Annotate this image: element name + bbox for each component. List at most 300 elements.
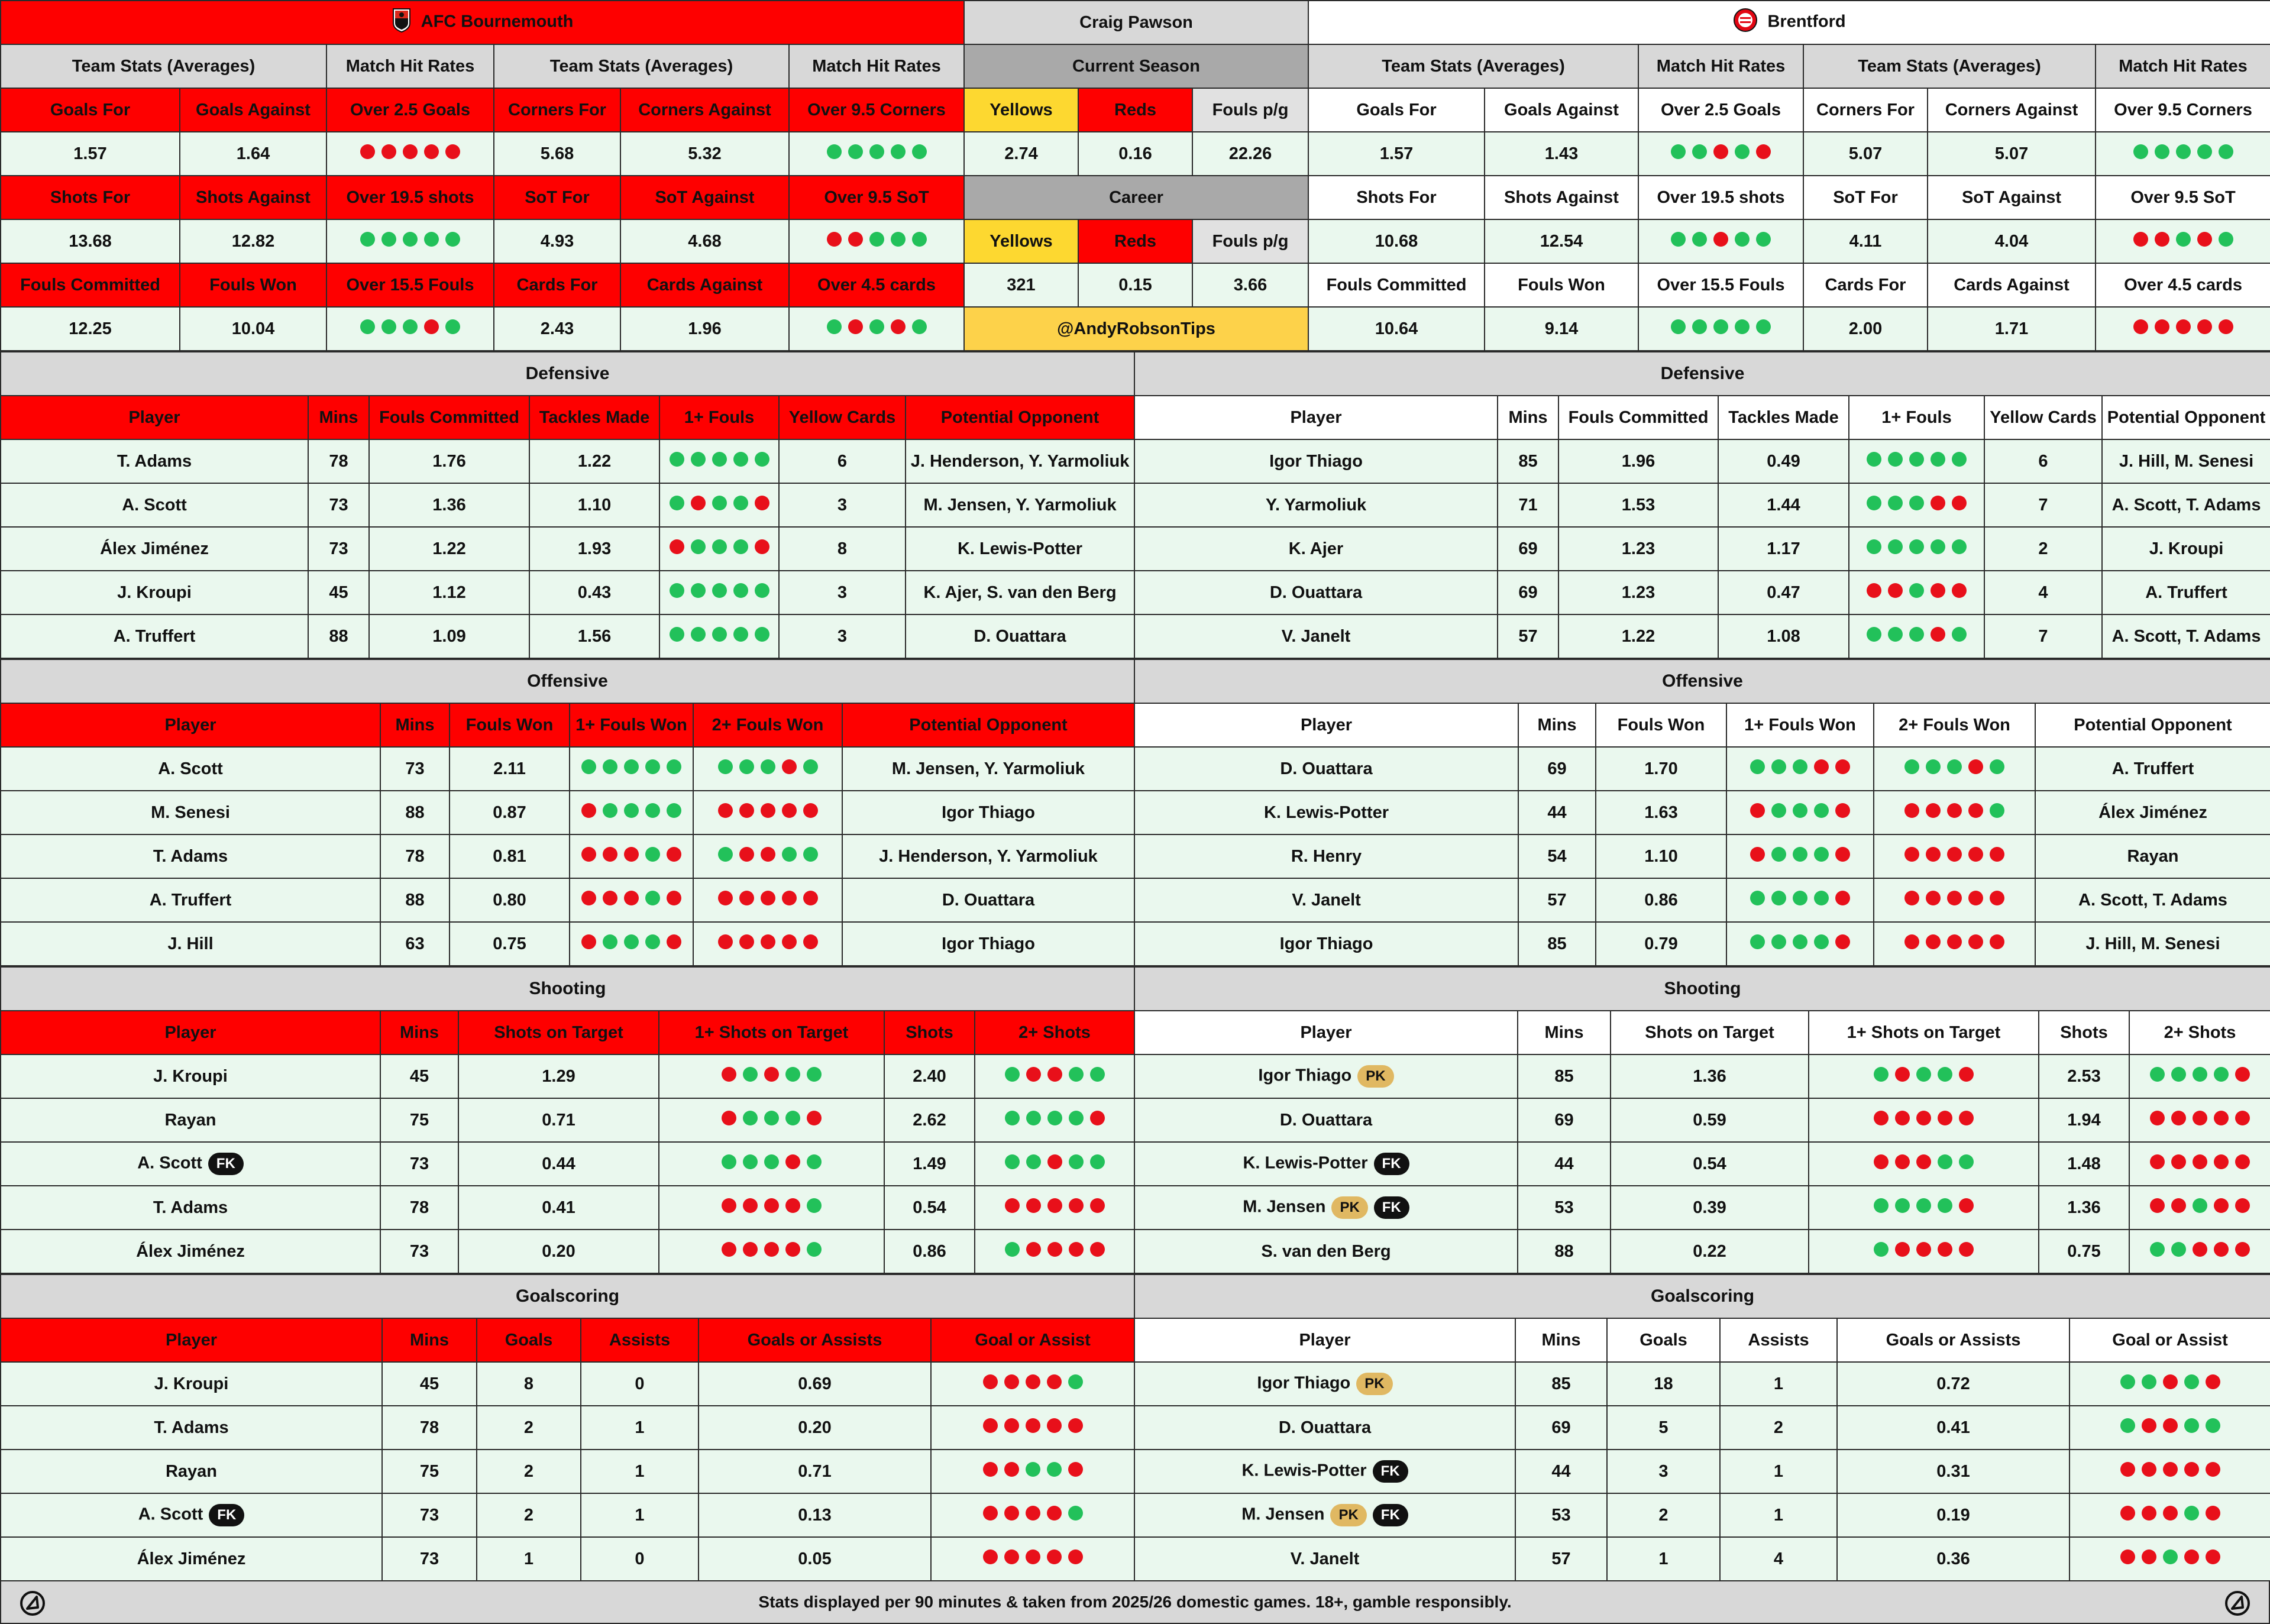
hit-dot — [1771, 759, 1786, 774]
hit-dot — [827, 144, 842, 159]
table-row — [1, 483, 1134, 527]
hit-dot — [785, 1111, 800, 1125]
team-stats-label: Team Stats (Averages) — [1308, 44, 1638, 88]
fc-cell: 1.12 — [369, 571, 529, 614]
hit-rate-dots — [1005, 1154, 1105, 1169]
hit-dot — [1671, 319, 1686, 334]
shooting-section-title: Shooting — [1, 967, 1134, 1011]
hit-rate-cell — [570, 922, 693, 966]
miss-dot — [1947, 934, 1962, 949]
fc-cell: 1.22 — [369, 527, 529, 571]
hit-dot — [1867, 452, 1881, 467]
miss-dot — [2197, 319, 2212, 334]
team-stat-value: 5.07 — [1803, 132, 1928, 176]
team-hit-rate — [2096, 132, 2270, 176]
table-row — [1, 1450, 1134, 1493]
hit-rate-cell — [975, 1230, 1134, 1273]
fk-badge: FK — [209, 1504, 244, 1526]
hit-rate-cell — [659, 1230, 884, 1273]
player-cell — [1, 1406, 382, 1450]
mins-cell: 73 — [382, 1493, 477, 1537]
player-cell — [1134, 1142, 1518, 1186]
mins-cell: 88 — [1518, 1230, 1611, 1273]
hit-dot — [743, 1154, 758, 1169]
miss-dot — [403, 144, 418, 159]
miss-dot — [1750, 803, 1765, 818]
pk-badge: PK — [1356, 1373, 1392, 1395]
team-hit-rate — [2096, 219, 2270, 263]
hit-dot — [1888, 539, 1903, 554]
miss-dot — [581, 934, 596, 949]
mins-cell: 78 — [308, 439, 369, 483]
yc-cell: 3 — [779, 483, 906, 527]
hit-dot — [1947, 759, 1962, 774]
tm-cell: 1.17 — [1718, 527, 1849, 571]
miss-dot — [1895, 1154, 1910, 1169]
miss-dot — [581, 847, 596, 862]
hit-rate-cell — [570, 747, 693, 791]
hit-rate-dots — [722, 1154, 822, 1169]
hit-rate-cell — [693, 791, 842, 834]
miss-dot — [1047, 1418, 1062, 1433]
hit-rate-dots — [581, 803, 681, 818]
player-name: V. Janelt — [1281, 626, 1351, 646]
hit-rate-cell — [931, 1406, 1134, 1450]
player-name: Igor Thiago — [1258, 1066, 1352, 1085]
column-header: Player — [1134, 1011, 1518, 1054]
miss-dot — [1047, 1154, 1062, 1169]
table-row — [1, 439, 1134, 483]
column-header: Mins — [380, 703, 450, 747]
hit-dot — [1068, 1374, 1083, 1389]
miss-dot — [1904, 891, 1919, 905]
hit-dot — [712, 452, 727, 467]
hit-rate-dots — [2120, 1462, 2220, 1477]
player-name: A. Truffert — [149, 890, 232, 910]
brand-logo-icon — [19, 1590, 46, 1617]
miss-dot — [667, 934, 681, 949]
column-header: 1+ Shots on Target — [1809, 1011, 2039, 1054]
table-row — [1, 1406, 1134, 1450]
player-name: Álex Jiménez — [136, 1241, 245, 1261]
mins-cell: 85 — [1518, 922, 1596, 966]
table-row — [1134, 614, 2270, 658]
miss-dot — [722, 1067, 736, 1082]
assists-cell: 0 — [581, 1537, 699, 1581]
miss-dot — [764, 1242, 779, 1257]
miss-dot — [1004, 1506, 1019, 1521]
team-hit-rate — [789, 219, 964, 263]
miss-dot — [1835, 759, 1850, 774]
mins-cell: 69 — [1518, 747, 1596, 791]
hit-dot — [624, 759, 639, 774]
reds-label: Reds — [1078, 88, 1192, 132]
sot-cell: 1.29 — [458, 1054, 659, 1098]
miss-dot — [739, 847, 754, 862]
hit-dot — [1888, 627, 1903, 642]
fk-badge: FK — [1374, 1153, 1409, 1175]
goals-cell: 5 — [1607, 1406, 1720, 1450]
miss-dot — [2214, 1198, 2229, 1213]
player-name: Rayan — [165, 1461, 218, 1481]
player-cell — [1, 614, 308, 658]
hit-dot — [1931, 539, 1945, 554]
shooting-section-title: Shooting — [1134, 967, 2270, 1011]
hit-dot — [1909, 583, 1924, 598]
miss-dot — [1047, 1242, 1062, 1257]
column-header: Assists — [1720, 1318, 1837, 1362]
miss-dot — [1947, 891, 1962, 905]
defensive-section-title: Defensive — [1, 352, 1134, 396]
miss-dot — [1916, 1111, 1931, 1125]
hit-dot — [718, 847, 733, 862]
team-stat-header: Cards Against — [1928, 263, 2096, 307]
shots-cell: 1.94 — [2039, 1098, 2129, 1142]
miss-dot — [848, 232, 863, 247]
hit-dot — [1005, 1111, 1020, 1125]
column-header: Shots on Target — [1611, 1011, 1809, 1054]
shots-cell: 2.40 — [884, 1054, 975, 1098]
column-header: Shots — [884, 1011, 975, 1054]
miss-dot — [624, 847, 639, 862]
miss-dot — [2206, 1462, 2220, 1477]
hit-dot — [912, 144, 927, 159]
table-row — [1134, 1186, 2270, 1230]
team-stat-header: Cards For — [1803, 263, 1928, 307]
team-stat-header: Fouls Committed — [1308, 263, 1485, 307]
column-header: Player — [1, 703, 380, 747]
tm-cell: 0.43 — [529, 571, 659, 614]
opp-cell: M. Jensen, Y. Yarmoliuk — [906, 483, 1134, 527]
column-header: Potential Opponent — [906, 396, 1134, 439]
hit-dot — [624, 803, 639, 818]
hit-dot — [712, 539, 727, 554]
hit-rate-cell — [1849, 614, 1984, 658]
miss-dot — [1916, 1154, 1931, 1169]
table-row — [1, 1186, 1134, 1230]
hit-rate-dots — [1671, 232, 1771, 247]
team-stat-header: Over 2.5 Goals — [326, 88, 494, 132]
mins-cell: 73 — [380, 1230, 458, 1273]
table-row — [1, 571, 1134, 614]
column-header: Potential Opponent — [842, 703, 1134, 747]
referee-name: Craig Pawson — [964, 1, 1308, 44]
column-header: Mins — [1498, 396, 1558, 439]
goals-cell: 8 — [477, 1362, 581, 1406]
team-hit-rate — [1638, 132, 1803, 176]
miss-dot — [1959, 1242, 1974, 1257]
miss-dot — [1026, 1374, 1040, 1389]
opp-cell: A. Scott, T. Adams — [2102, 614, 2270, 658]
table-row — [1134, 1537, 2270, 1581]
hit-dot — [1926, 759, 1941, 774]
team-hit-rate — [1638, 307, 1803, 351]
hit-dot — [1938, 1067, 1952, 1082]
shots-cell: 2.53 — [2039, 1054, 2129, 1098]
table-row — [1134, 439, 2270, 483]
mins-cell: 88 — [308, 614, 369, 658]
mins-cell: 73 — [308, 483, 369, 527]
fk-badge: FK — [1374, 1196, 1409, 1219]
hit-dot — [1793, 803, 1807, 818]
goalscoring-section-title: Goalscoring — [1, 1274, 1134, 1318]
team-stat-header: Fouls Won — [1485, 263, 1638, 307]
team-stat-value: 2.43 — [494, 307, 620, 351]
mins-cell: 71 — [1498, 483, 1558, 527]
column-header: Player — [1, 1011, 380, 1054]
miss-dot — [2142, 1506, 2156, 1521]
player-name: Igor Thiago — [1279, 934, 1373, 953]
column-header: Goal or Assist — [2069, 1318, 2270, 1362]
hit-dot — [1671, 144, 1686, 159]
home-goalscoring-table — [0, 1274, 1135, 1581]
handle-label[interactable]: @AndyRobsonTips — [964, 307, 1308, 351]
hit-dot — [624, 934, 639, 949]
miss-dot — [764, 1067, 779, 1082]
miss-dot — [803, 803, 818, 818]
hit-rate-dots — [722, 1242, 822, 1257]
miss-dot — [1756, 144, 1771, 159]
fk-badge: FK — [1373, 1504, 1408, 1526]
team-stats-label: Team Stats (Averages) — [494, 44, 789, 88]
hit-dot — [645, 759, 660, 774]
team-stat-header: Over 4.5 cards — [789, 263, 964, 307]
team-hit-rate — [789, 307, 964, 351]
column-header: Player — [1, 1318, 382, 1362]
miss-dot — [803, 934, 818, 949]
fc-cell: 1.36 — [369, 483, 529, 527]
hit-dot — [782, 847, 797, 862]
team-stat-header: Over 9.5 Corners — [789, 88, 964, 132]
miss-dot — [2235, 1242, 2250, 1257]
hit-rate-cell — [1726, 834, 1874, 878]
hit-dot — [803, 759, 818, 774]
team-stats-label: Team Stats (Averages) — [1, 44, 326, 88]
player-name: D. Ouattara — [1279, 1110, 1373, 1130]
hit-dot — [1904, 759, 1919, 774]
home-defensive-table — [0, 351, 1135, 659]
player-name: A. Truffert — [113, 626, 196, 646]
miss-dot — [2193, 1111, 2207, 1125]
ga-cell: 0.71 — [699, 1450, 931, 1493]
hit-dot — [645, 934, 660, 949]
opp-cell: A. Scott, T. Adams — [2102, 483, 2270, 527]
mins-cell: 78 — [380, 834, 450, 878]
mins-cell: 85 — [1515, 1362, 1607, 1406]
hit-rate-cell — [1809, 1098, 2039, 1142]
hit-dot — [1756, 319, 1771, 334]
miss-dot — [983, 1418, 998, 1433]
hit-rate-dots — [360, 319, 460, 334]
fw-cell: 1.63 — [1596, 791, 1726, 834]
hit-dot — [403, 232, 418, 247]
miss-dot — [1938, 1242, 1952, 1257]
yellows-label: Yellows — [964, 88, 1078, 132]
player-cell — [1, 1450, 382, 1493]
hit-rate-cell — [659, 1142, 884, 1186]
miss-dot — [2133, 319, 2148, 334]
hit-dot — [733, 496, 748, 510]
hit-dot — [743, 1067, 758, 1082]
hit-dot — [891, 144, 906, 159]
career-reds: 0.15 — [1078, 263, 1192, 307]
hit-rate-dots — [1904, 847, 2004, 862]
ga-cell: 0.69 — [699, 1362, 931, 1406]
column-header: Potential Opponent — [2102, 396, 2270, 439]
team-stat-value: 1.57 — [1, 132, 180, 176]
hit-dot — [1867, 627, 1881, 642]
goals-cell: 2 — [477, 1406, 581, 1450]
ga-cell: 0.31 — [1837, 1450, 2069, 1493]
mins-cell: 57 — [1518, 878, 1596, 922]
player-cell — [1134, 1493, 1515, 1537]
career-yellows: 321 — [964, 263, 1078, 307]
player-name: M. Jensen — [1243, 1197, 1326, 1217]
mins-cell: 57 — [1515, 1537, 1607, 1581]
miss-dot — [1952, 496, 1967, 510]
hit-dot — [2171, 1067, 2186, 1082]
hit-rate-cell — [975, 1142, 1134, 1186]
mins-cell: 44 — [1518, 791, 1596, 834]
hit-dot — [2214, 1067, 2229, 1082]
hit-rate-cell — [1849, 439, 1984, 483]
table-row — [1134, 834, 2270, 878]
hit-rate-dots — [1005, 1242, 1105, 1257]
hit-dot — [1888, 496, 1903, 510]
miss-dot — [1916, 1242, 1931, 1257]
hit-rate-cell — [1809, 1230, 2039, 1273]
player-name: Y. Yarmoliuk — [1265, 495, 1367, 515]
player-name: A. Scott — [137, 1153, 202, 1173]
hit-dot — [445, 319, 460, 334]
hit-dot — [2197, 144, 2212, 159]
miss-dot — [2176, 319, 2191, 334]
miss-dot — [739, 934, 754, 949]
hit-rate-cell — [693, 747, 842, 791]
hit-rate-dots — [2150, 1067, 2250, 1082]
miss-dot — [2120, 1549, 2135, 1564]
hit-dot — [912, 319, 927, 334]
hit-dot — [667, 803, 681, 818]
miss-dot — [2235, 1154, 2250, 1169]
miss-dot — [1005, 1198, 1020, 1213]
hit-rate-cell — [2069, 1450, 2270, 1493]
hit-dot — [827, 319, 842, 334]
miss-dot — [1968, 934, 1983, 949]
team-stat-header: Shots For — [1, 176, 180, 219]
hit-dot — [869, 144, 884, 159]
hit-rate-cell — [659, 571, 779, 614]
table-row — [1, 747, 1134, 791]
miss-dot — [1895, 1067, 1910, 1082]
miss-dot — [722, 1111, 736, 1125]
miss-dot — [445, 144, 460, 159]
hit-dot — [1814, 891, 1829, 905]
yc-cell: 3 — [779, 614, 906, 658]
column-header: Player — [1, 396, 308, 439]
brand-logo-icon — [2224, 1590, 2251, 1617]
shots-cell: 2.62 — [884, 1098, 975, 1142]
miss-dot — [2155, 232, 2169, 247]
miss-dot — [2163, 1462, 2178, 1477]
hit-rate-dots — [718, 891, 818, 905]
hit-dot — [1771, 891, 1786, 905]
tm-cell: 1.08 — [1718, 614, 1849, 658]
miss-dot — [1047, 1374, 1062, 1389]
column-header: Assists — [581, 1318, 699, 1362]
opp-cell: J. Hill, M. Senesi — [2035, 922, 2270, 966]
hit-dot — [403, 319, 418, 334]
hit-dot — [2150, 1067, 2165, 1082]
hit-dot — [1713, 319, 1728, 334]
yc-cell: 3 — [779, 571, 906, 614]
bournemouth-crest-icon — [392, 8, 412, 37]
hit-rate-cell — [931, 1450, 1134, 1493]
hit-rate-dots — [983, 1549, 1083, 1564]
hit-rate-dots — [1867, 496, 1967, 510]
column-header: Goal or Assist — [931, 1318, 1134, 1362]
miss-dot — [2193, 1154, 2207, 1169]
player-cell — [1, 1098, 380, 1142]
miss-dot — [1990, 847, 2004, 862]
yc-cell: 8 — [779, 527, 906, 571]
miss-dot — [1867, 583, 1881, 598]
hit-dot — [2176, 232, 2191, 247]
column-header: 1+ Fouls — [659, 396, 779, 439]
table-row — [1, 1537, 1134, 1581]
pk-badge: PK — [1357, 1065, 1393, 1088]
miss-dot — [424, 144, 439, 159]
opp-cell: Igor Thiago — [842, 922, 1134, 966]
miss-dot — [603, 847, 617, 862]
hit-dot — [712, 496, 727, 510]
miss-dot — [1047, 1506, 1062, 1521]
mins-cell: 63 — [380, 922, 450, 966]
miss-dot — [2142, 1549, 2156, 1564]
hit-dot — [869, 319, 884, 334]
hit-dot — [764, 1154, 779, 1169]
team-stat-value: 10.04 — [180, 307, 326, 351]
column-header: Mins — [308, 396, 369, 439]
miss-dot — [1068, 1462, 1083, 1477]
hit-dot — [1692, 144, 1707, 159]
miss-dot — [1835, 934, 1850, 949]
player-name: Rayan — [164, 1110, 216, 1130]
player-name: D. Ouattara — [1278, 1418, 1372, 1437]
hit-dot — [603, 934, 617, 949]
hit-rate-dots — [983, 1418, 1083, 1433]
team-stat-value: 1.96 — [620, 307, 789, 351]
table-row — [1134, 1142, 2270, 1186]
miss-dot — [785, 1154, 800, 1169]
column-header: Player — [1134, 703, 1518, 747]
miss-dot — [739, 891, 754, 905]
miss-dot — [761, 934, 775, 949]
player-cell — [1134, 571, 1498, 614]
away-team-header — [1308, 1, 2270, 44]
miss-dot — [1968, 891, 1983, 905]
career-fouls: 3.66 — [1192, 263, 1308, 307]
hit-rate-cell — [570, 791, 693, 834]
ga-cell: 0.19 — [1837, 1493, 2069, 1537]
referee-stats — [963, 0, 1309, 351]
hit-dot — [2176, 144, 2191, 159]
yc-cell: 7 — [1984, 614, 2102, 658]
miss-dot — [2150, 1154, 2165, 1169]
column-header: Goals — [1607, 1318, 1720, 1362]
miss-dot — [2184, 1462, 2199, 1477]
assists-cell: 1 — [1720, 1450, 1837, 1493]
